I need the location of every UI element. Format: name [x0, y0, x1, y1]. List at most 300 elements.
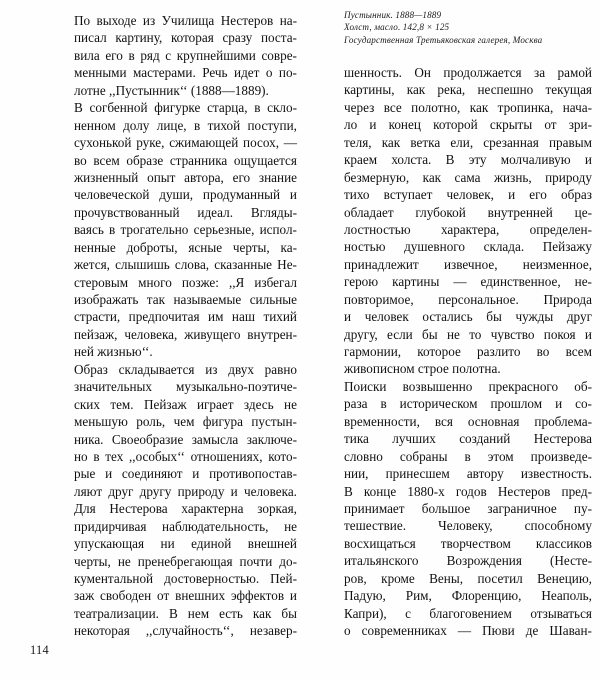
- word: по-: [278, 65, 297, 81]
- word: теля,: [344, 134, 372, 150]
- word: которое: [417, 344, 461, 359]
- word: сама: [454, 169, 481, 185]
- word: Венецию,: [537, 570, 592, 586]
- word: ло: [344, 117, 358, 133]
- word: жизнь,: [493, 169, 532, 185]
- text-line: [74, 99, 297, 116]
- word: всем: [93, 152, 120, 168]
- word: принесшем: [385, 466, 450, 482]
- word: продуманный: [202, 187, 281, 203]
- word: стеровым: [74, 274, 129, 290]
- word: в: [464, 448, 471, 464]
- word: —: [457, 623, 472, 638]
- word: Речь: [202, 65, 228, 81]
- text-line: [74, 308, 297, 325]
- word: меньшую: [74, 414, 128, 430]
- word: согбенной: [89, 100, 148, 116]
- word: Нестерова: [109, 501, 168, 517]
- word: отзываться: [530, 605, 592, 621]
- word: Шаван-: [549, 623, 592, 638]
- word: его: [529, 187, 547, 203]
- word: противопостав-: [209, 466, 297, 482]
- word: не: [446, 326, 460, 342]
- word: природу: [545, 169, 592, 185]
- text-line: [74, 29, 297, 46]
- word: доброты,: [126, 239, 178, 255]
- word: внешних: [175, 588, 226, 604]
- word: ка-: [280, 239, 297, 255]
- word: его: [232, 169, 251, 185]
- text-line: [74, 169, 297, 186]
- text-column-left: [74, 12, 297, 640]
- word: опыт: [147, 169, 176, 185]
- word: персональное.: [438, 291, 519, 307]
- caption-line: Пустынник. 1888—1889: [344, 10, 442, 20]
- word: пу-: [573, 500, 592, 516]
- word: срезанная: [483, 134, 539, 150]
- word: Пейзаж: [143, 396, 187, 412]
- word: шенность.: [344, 65, 402, 80]
- word: с: [405, 605, 411, 621]
- word: сразу: [222, 30, 253, 46]
- word: тропинка,: [497, 99, 554, 115]
- text-line: [344, 378, 592, 395]
- word: серьезные,: [193, 222, 255, 238]
- word: 1880-х: [407, 483, 445, 499]
- text-line: [344, 535, 592, 552]
- word: образе: [126, 152, 164, 168]
- word: жизненный: [74, 169, 139, 185]
- word: наш: [231, 309, 255, 325]
- text-line: [344, 238, 592, 255]
- word: посетил: [477, 570, 523, 586]
- text-line: [74, 221, 297, 238]
- word: Возрождения: [446, 553, 522, 569]
- word: этом: [487, 448, 514, 464]
- word: замысла: [191, 431, 239, 447]
- text-line: [344, 448, 592, 465]
- text-line: [74, 256, 297, 273]
- text-line: [74, 361, 297, 378]
- word: чужды: [515, 309, 554, 325]
- word: тихой: [207, 117, 241, 133]
- word: вступает: [383, 187, 433, 203]
- text-line: [74, 47, 297, 64]
- word: и: [584, 326, 592, 342]
- text-line: [344, 256, 592, 273]
- word: словно: [344, 448, 383, 464]
- word: на-: [279, 13, 297, 28]
- text-line: лотне ,,Пустынник‘‘ (1888—1889).: [74, 82, 269, 98]
- text-line: [74, 518, 297, 535]
- word: черты,: [232, 239, 270, 255]
- text-line: [344, 134, 592, 151]
- word: це-: [574, 204, 592, 220]
- word: временности,: [344, 413, 420, 429]
- word: двух: [228, 361, 254, 377]
- word: внутренней: [487, 204, 553, 220]
- word: и: [508, 187, 516, 203]
- word: соединяют: [121, 466, 183, 482]
- word: Падую,: [344, 588, 386, 604]
- word: ясные: [188, 239, 223, 255]
- word: Человеку,: [438, 518, 493, 534]
- word: и: [105, 466, 113, 482]
- word: менными: [74, 65, 127, 81]
- word: Нестеров: [497, 483, 551, 499]
- word: ощущается: [233, 152, 297, 168]
- word: чем: [173, 414, 195, 430]
- text-line: [344, 169, 592, 186]
- page-number: 114: [30, 643, 50, 657]
- word: автору: [466, 466, 504, 482]
- text-line: [344, 64, 592, 81]
- text-line: [344, 483, 592, 500]
- word: зри-: [568, 117, 592, 133]
- word: черты,: [74, 553, 111, 569]
- word: человека.: [243, 483, 297, 499]
- word: человека,: [124, 326, 178, 342]
- word: во: [536, 344, 550, 359]
- word: Пейзажу: [542, 239, 592, 255]
- word: —: [453, 274, 467, 290]
- word: проблема-: [534, 413, 592, 429]
- word: об-: [574, 378, 592, 394]
- word: восхищаться: [344, 535, 416, 551]
- word: итальянского: [344, 553, 419, 569]
- word: есть: [219, 605, 243, 621]
- word: крупнейшими: [176, 47, 256, 63]
- word: Для: [74, 501, 96, 517]
- text-line: [74, 64, 297, 81]
- word: разлито: [477, 344, 521, 359]
- word: В: [168, 605, 178, 621]
- word: ,,случайность‘‘,: [145, 623, 234, 639]
- word: тихо: [344, 187, 370, 203]
- text-line: [74, 605, 297, 622]
- word: ряд: [140, 47, 160, 63]
- word: ненном: [74, 117, 116, 133]
- word: придирчивая: [74, 518, 147, 534]
- text-line: [344, 81, 592, 98]
- word: молчаливую: [500, 152, 571, 168]
- word: ника.: [74, 431, 104, 447]
- word: гармонии,: [344, 344, 402, 359]
- word: пренебрегающая: [137, 553, 233, 569]
- text-line: [344, 273, 592, 290]
- word: —: [283, 135, 297, 151]
- word: собраны: [399, 448, 448, 464]
- word: долу: [123, 117, 150, 133]
- text-line: [74, 413, 297, 430]
- word: и: [192, 466, 200, 482]
- word: краем: [344, 152, 378, 168]
- word: с: [165, 47, 172, 63]
- word: сильные: [249, 292, 297, 307]
- word: обладает: [344, 204, 394, 220]
- text-line: [74, 239, 297, 256]
- word: трогательно: [120, 222, 189, 238]
- text-line: [74, 587, 297, 604]
- word: характерна: [181, 501, 244, 517]
- word: ваясь: [74, 222, 104, 238]
- word: из: [205, 361, 218, 377]
- word: скрыты: [489, 117, 533, 133]
- word: основная: [467, 413, 520, 429]
- word: остались: [422, 309, 473, 325]
- text-line: [344, 326, 592, 343]
- word: конец: [388, 117, 421, 133]
- text-line: [344, 500, 592, 517]
- word: прошлом: [490, 396, 543, 412]
- word: вся: [434, 413, 453, 429]
- text-line: [344, 517, 592, 534]
- word: за: [534, 65, 546, 80]
- text-line: [344, 587, 592, 604]
- word: его: [105, 47, 123, 63]
- word: принимает: [344, 500, 405, 516]
- word: все: [383, 99, 402, 115]
- word: тем.: [110, 396, 134, 412]
- word: Нестеров: [220, 13, 274, 28]
- word: сжимающей: [169, 135, 239, 151]
- word: Капри),: [344, 605, 387, 621]
- text-column-right: [344, 64, 592, 639]
- word: современниках: [361, 623, 447, 638]
- word: В: [344, 483, 353, 499]
- word: неизменное,: [522, 256, 592, 272]
- word: возвышенно: [402, 378, 473, 394]
- word: странника: [169, 152, 228, 168]
- word: незавер-: [249, 623, 297, 639]
- word: продолжается: [443, 65, 522, 80]
- word: от: [544, 117, 557, 133]
- word: фигура: [202, 414, 243, 430]
- word: и: [555, 396, 563, 412]
- figure-caption: [344, 9, 592, 46]
- word: вила: [74, 47, 100, 63]
- word: Он: [414, 65, 431, 80]
- word: упускающая: [74, 536, 145, 552]
- word: поступи,: [247, 117, 297, 133]
- word: Вгляды-: [250, 204, 297, 220]
- word: ветка: [410, 134, 441, 150]
- word: В: [445, 152, 455, 168]
- word: в: [193, 117, 201, 133]
- word: ляют: [74, 483, 103, 499]
- word: идет: [234, 65, 260, 81]
- text-line: [74, 291, 297, 308]
- text-line: [344, 343, 592, 360]
- text-line: [344, 465, 592, 482]
- word: произведе-: [530, 448, 592, 464]
- word: сухонькой: [74, 135, 132, 151]
- text-line: [74, 396, 297, 413]
- word: в: [93, 448, 100, 464]
- word: и: [289, 588, 297, 604]
- text-line: [344, 395, 592, 412]
- word: прочувствованный: [74, 204, 180, 220]
- word: и: [289, 187, 297, 203]
- word: души,: [159, 187, 194, 203]
- word: внешней: [247, 536, 297, 552]
- word: Природа: [543, 291, 592, 307]
- word: так: [146, 292, 165, 307]
- word: называемые: [173, 292, 242, 307]
- word: Училища: [161, 13, 215, 28]
- word: безмерную,: [344, 169, 410, 185]
- word: руке,: [136, 135, 165, 151]
- text-line: [74, 465, 297, 482]
- word: не-: [574, 274, 592, 290]
- caption-line: Холст, масло. 142,8 × 125: [344, 22, 450, 33]
- word: и: [230, 483, 238, 499]
- word: Образ: [74, 361, 108, 377]
- word: кроме: [381, 570, 415, 586]
- word: герою: [344, 274, 379, 290]
- word: (Несте-: [550, 553, 592, 569]
- word: живущего: [184, 326, 241, 342]
- word: как: [422, 169, 442, 185]
- word: как: [252, 605, 272, 621]
- word: то: [469, 326, 482, 342]
- word: нача-: [562, 99, 592, 115]
- word: бы: [486, 309, 502, 325]
- text-line: [74, 134, 297, 151]
- word: благоговением: [429, 605, 512, 621]
- word: и: [584, 152, 592, 168]
- word: от: [157, 588, 170, 604]
- text-line: [74, 570, 297, 587]
- word: некоторая: [74, 623, 130, 639]
- text-line: ней жизнью‘‘.: [74, 344, 153, 360]
- text-line: [344, 308, 592, 325]
- word: роль,: [136, 414, 166, 430]
- caption-line: Государственная Третьяковская галерея, Москва: [344, 34, 543, 45]
- word: Не-: [277, 257, 297, 273]
- word: достоверностью.: [164, 571, 260, 586]
- word: из: [142, 13, 156, 28]
- word: холста.: [391, 152, 432, 168]
- word: ненные: [74, 239, 116, 255]
- text-line: [74, 12, 297, 29]
- text-line: [344, 570, 592, 587]
- word: выходе: [96, 13, 137, 28]
- word: человеческой: [74, 187, 150, 203]
- word: в: [254, 100, 261, 116]
- word: другу,: [344, 326, 378, 342]
- word: складывается: [118, 361, 195, 377]
- word: здесь: [243, 396, 274, 412]
- word: кументальной: [74, 571, 154, 586]
- word: Рим,: [405, 588, 432, 604]
- word: ских: [74, 396, 100, 412]
- word: если: [387, 326, 413, 342]
- text-line: живописном строе полотна.: [344, 361, 501, 377]
- word: Флоренцию,: [451, 588, 522, 604]
- word: река,: [437, 82, 466, 98]
- word: совре-: [261, 47, 297, 63]
- word: ,,особых‘‘: [129, 448, 185, 464]
- word: классиков: [535, 535, 592, 551]
- word: друг: [108, 483, 134, 499]
- word: Нестерова: [533, 431, 592, 447]
- word: картину,: [115, 30, 163, 46]
- word: со-: [575, 396, 592, 412]
- word: много: [138, 274, 172, 290]
- word: По: [74, 13, 91, 28]
- text-line: [74, 152, 297, 169]
- word: посох,: [243, 135, 280, 151]
- word: извечное,: [443, 256, 498, 272]
- word: пред-: [561, 483, 592, 499]
- word: природу: [177, 483, 225, 499]
- word: глубокой: [415, 204, 466, 220]
- word: автора,: [184, 169, 224, 185]
- word: почти: [239, 553, 273, 569]
- text-line: [344, 430, 592, 447]
- word: тихий: [263, 309, 297, 325]
- word: склада.: [483, 239, 525, 255]
- text-line: [74, 117, 297, 134]
- word: нии,: [344, 466, 369, 482]
- word: Пей-: [270, 571, 297, 586]
- word: которая: [170, 30, 214, 46]
- word: ностью: [344, 239, 386, 255]
- word: полотно,: [411, 99, 461, 115]
- word: пустын-: [251, 414, 297, 430]
- word: знание: [258, 169, 297, 185]
- word: и: [369, 117, 377, 133]
- word: но: [74, 448, 88, 464]
- word: картины,: [344, 82, 395, 98]
- word: в: [109, 222, 116, 238]
- word: предпочитая: [128, 309, 200, 325]
- word: заж: [74, 588, 95, 604]
- word: Вены,: [429, 570, 464, 586]
- word: не: [117, 553, 131, 569]
- word: образ: [560, 187, 592, 203]
- word: характера,: [440, 221, 500, 237]
- word: мастерами.: [133, 65, 196, 81]
- word: отношениях,: [190, 448, 263, 464]
- text-line: [344, 204, 592, 221]
- text-line: [344, 622, 592, 639]
- word: пейзаж,: [74, 326, 118, 342]
- word: как: [406, 82, 426, 98]
- word: рамой: [557, 65, 592, 80]
- text-line: [344, 116, 592, 133]
- word: Пюви: [482, 623, 515, 638]
- word: единственное,: [480, 274, 561, 290]
- word: значительных: [74, 379, 153, 395]
- text-line: [344, 291, 592, 308]
- word: большое: [421, 500, 471, 516]
- word: тика: [344, 431, 369, 447]
- word: ни: [160, 536, 175, 552]
- word: и: [344, 309, 352, 325]
- word: ели,: [450, 134, 474, 150]
- word: принадлежит: [344, 256, 419, 272]
- text-line: [74, 448, 297, 465]
- text-line: [74, 274, 297, 291]
- text-line: [344, 99, 592, 116]
- word: творчеством: [440, 535, 511, 551]
- word: правым: [549, 134, 592, 150]
- word: способному: [524, 518, 592, 534]
- text-line: [74, 553, 297, 570]
- word: бы: [281, 605, 297, 621]
